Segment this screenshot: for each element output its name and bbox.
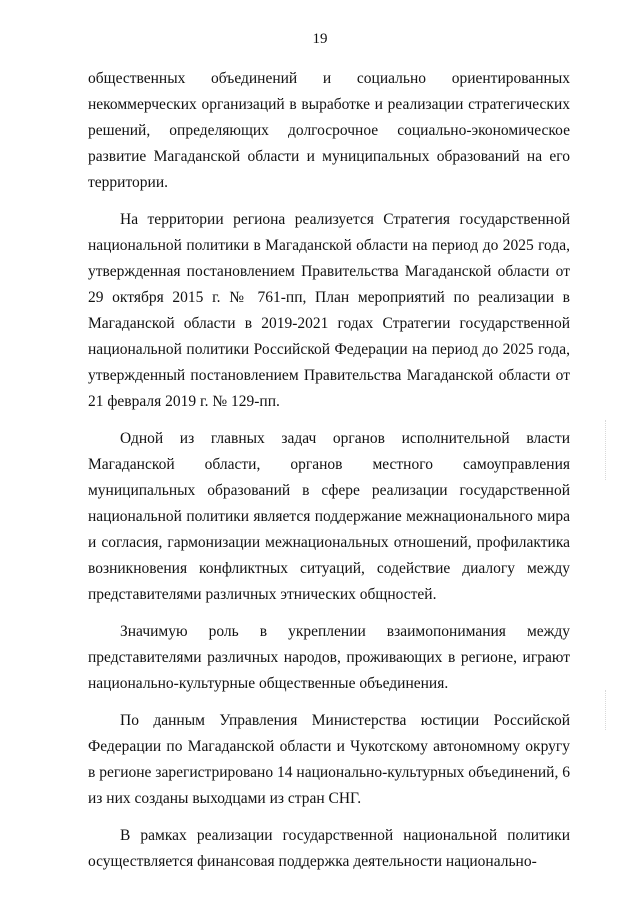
margin-scan-marks-lower xyxy=(605,690,610,730)
paragraph-strategy: На территории региона реализуется Стратегия государственной национальной политики в Магаданской области на период до 2025 года, утвержденная постановлением Правительства Магаданской области от 29 октября 2015 г. № 761-пп, План мероприятий по реализации в Магаданской области в 2019-2021 годах Стратегии государственной национальной политики Российской Федерации на период до 2025 года, утвержденный постановлением Правительства Магаданской области от 21 февраля 2019 г. № 129-пп. xyxy=(88,211,570,410)
document-body xyxy=(88,66,570,886)
paragraph-role-of-associations: Значимую роль в укреплении взаимопонимания между представителями различных народов, проживающих в регионе, играют национально-культурные общественные объединения. xyxy=(88,623,570,692)
page-number: 19 xyxy=(312,31,328,47)
margin-scan-marks xyxy=(605,420,610,480)
paragraph-financial-support: В рамках реализации государственной национальной политики осуществляется финансовая поддержка деятельности национально- xyxy=(88,827,570,870)
paragraph-continuation: общественных объединений и социально ориентированных некоммерческих организаций в выработке и реализации стратегических решений, определяющих долгосрочное социально-экономическое развитие Магаданской области и муниципальных образований на его территории. xyxy=(88,70,570,191)
paragraph-main-tasks: Одной из главных задач органов исполнительной власти Магаданской области, органов местного самоуправления муниципальных образований в сфере реализации государственной национальной политики является поддержание межнационального мира и согласия, гармонизации межнациональных отношений, профилактика возникновения конфликтных ситуаций, содействие диалогу между представителями различных этнических общностей. xyxy=(88,430,570,603)
paragraph-registration-data: По данным Управления Министерства юстиции Российской Федерации по Магаданской области и Чукотскому автономному округу в регионе зарегистрировано 14 национально-культурных объединений, 6 из них созданы выходцами из стран СНГ. xyxy=(88,712,570,807)
